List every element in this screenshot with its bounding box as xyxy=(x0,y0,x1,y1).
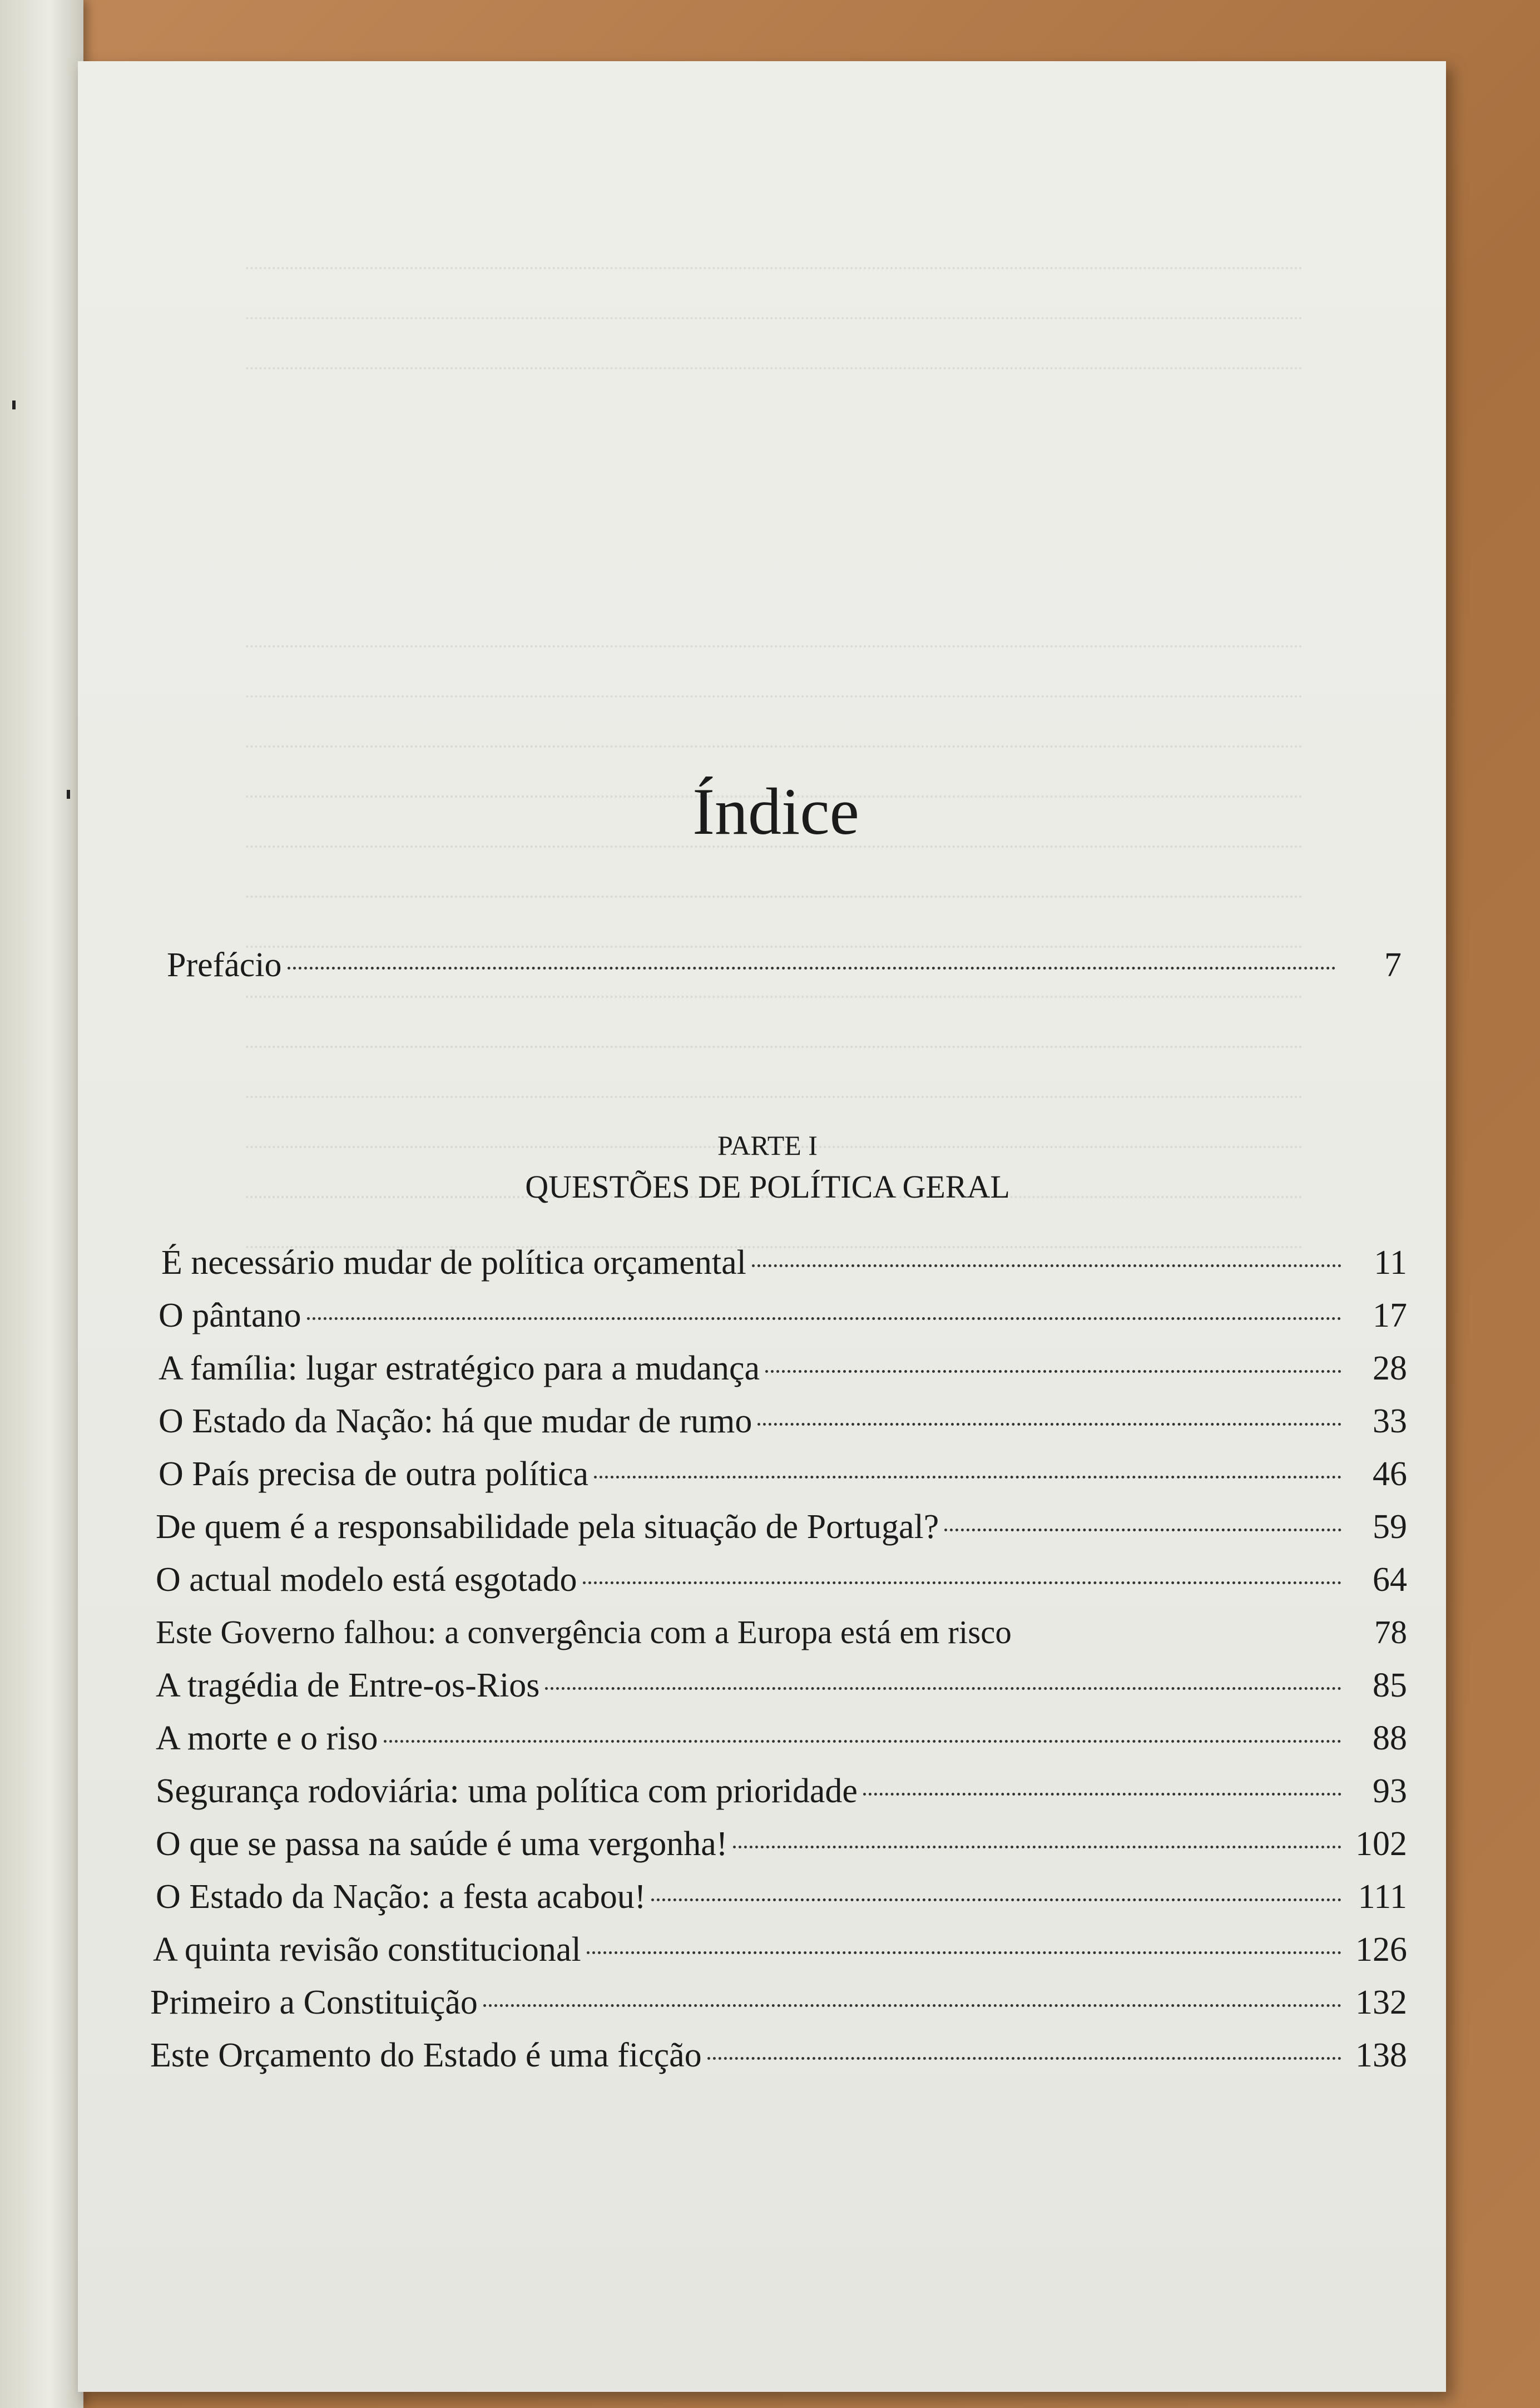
page-title: Índice xyxy=(692,774,859,848)
toc-entry-title: Este Governo falhou: a convergência com a Europa está em risco xyxy=(156,1614,1012,1650)
toc-entry-title: O País precisa de outra política xyxy=(159,1455,589,1493)
toc-entry xyxy=(159,1455,1407,1499)
toc-entry xyxy=(156,1560,1407,1605)
toc-entry-title: O pântano xyxy=(159,1297,301,1334)
toc-entry-page: 88 xyxy=(1373,1719,1407,1757)
dot-leader xyxy=(587,1951,1341,1954)
toc-entry xyxy=(156,1824,1407,1869)
toc-entry-title: Este Orçamento do Estado é uma ficção xyxy=(150,2036,702,2074)
toc-entry-title: A tragédia de Entre-os-Rios xyxy=(156,1667,540,1704)
toc-entry xyxy=(156,1613,1407,1658)
page-mark xyxy=(67,790,70,799)
dot-leader xyxy=(944,1529,1341,1531)
toc-entry-page: 59 xyxy=(1373,1508,1407,1546)
dot-leader xyxy=(765,1370,1341,1373)
dot-leader xyxy=(384,1740,1342,1743)
toc-entry-page: 93 xyxy=(1373,1772,1407,1810)
part-label: PARTE I xyxy=(717,1130,818,1161)
toc-entry-title: Primeiro a Constituição xyxy=(150,1984,478,2021)
toc-entry-page: 132 xyxy=(1355,1984,1407,2021)
toc-entry-page: 126 xyxy=(1355,1931,1407,1969)
toc-entry-page: 78 xyxy=(1374,1614,1407,1650)
toc-entry-title: O que se passa na saúde é uma vergonha! xyxy=(156,1825,728,1863)
toc-entry-title: Prefácio xyxy=(167,946,282,984)
toc-entry xyxy=(153,1930,1407,1975)
dot-leader xyxy=(545,1687,1341,1690)
dot-leader xyxy=(583,1581,1341,1584)
toc-entry-title: De quem é a responsabilidade pela situação de Portugal? xyxy=(156,1508,939,1546)
toc-entry xyxy=(156,1719,1407,1763)
dot-leader xyxy=(483,2004,1341,2007)
toc-entry-page: 85 xyxy=(1373,1667,1407,1704)
dot-leader xyxy=(757,1423,1341,1426)
book-page xyxy=(78,61,1446,2392)
left-page-edge xyxy=(0,0,83,2408)
toc-entry-page: 138 xyxy=(1355,2036,1407,2074)
toc-entry-title: Segurança rodoviária: uma política com prioridade xyxy=(156,1772,858,1810)
toc-entry xyxy=(156,1666,1407,1710)
toc-entry-title: A morte e o riso xyxy=(156,1719,378,1757)
toc-entry xyxy=(150,1983,1407,2028)
toc-entry xyxy=(156,1507,1407,1552)
dot-leader xyxy=(707,2057,1341,2060)
dot-leader xyxy=(594,1476,1341,1479)
toc-entry-page: 17 xyxy=(1373,1297,1407,1334)
toc-entry-title: O Estado da Nação: há que mudar de rumo xyxy=(159,1402,752,1440)
toc-entry-prefacio xyxy=(167,946,1402,990)
dot-leader xyxy=(288,967,1336,970)
toc-entry xyxy=(156,1772,1407,1816)
page-mark xyxy=(12,400,16,409)
dot-leader xyxy=(733,1846,1341,1848)
toc-entry-title: A quinta revisão constitucional xyxy=(153,1931,581,1969)
toc-entry xyxy=(159,1296,1407,1341)
toc-entry-page: 102 xyxy=(1355,1825,1407,1863)
dot-leader xyxy=(863,1793,1341,1796)
toc-entry-page: 64 xyxy=(1373,1561,1407,1599)
toc-entry xyxy=(156,1877,1407,1922)
toc-entry-title: A família: lugar estratégico para a mudança xyxy=(159,1349,760,1387)
toc-entry-title: É necessário mudar de política orçamental xyxy=(161,1244,746,1282)
toc-entry-page: 111 xyxy=(1358,1878,1407,1916)
dot-leader xyxy=(1017,1634,1341,1636)
toc-entry xyxy=(161,1243,1407,1288)
toc-entry-page: 33 xyxy=(1373,1402,1407,1440)
toc-entry-page: 28 xyxy=(1373,1349,1407,1387)
dot-leader xyxy=(651,1898,1341,1901)
dot-leader xyxy=(752,1264,1341,1267)
toc-entry-page: 11 xyxy=(1374,1244,1407,1282)
toc-entry-page: 7 xyxy=(1384,946,1402,984)
dot-leader xyxy=(307,1317,1341,1320)
toc-entry xyxy=(159,1349,1407,1393)
part-title: QUESTÕES DE POLÍTICA GERAL xyxy=(525,1169,1010,1205)
toc-entry-title: O Estado da Nação: a festa acabou! xyxy=(156,1878,646,1916)
toc-entry xyxy=(150,2036,1407,2080)
toc-entry xyxy=(159,1402,1407,1446)
toc-entry-title: O actual modelo está esgotado xyxy=(156,1561,577,1599)
toc-entry-page: 46 xyxy=(1373,1455,1407,1493)
